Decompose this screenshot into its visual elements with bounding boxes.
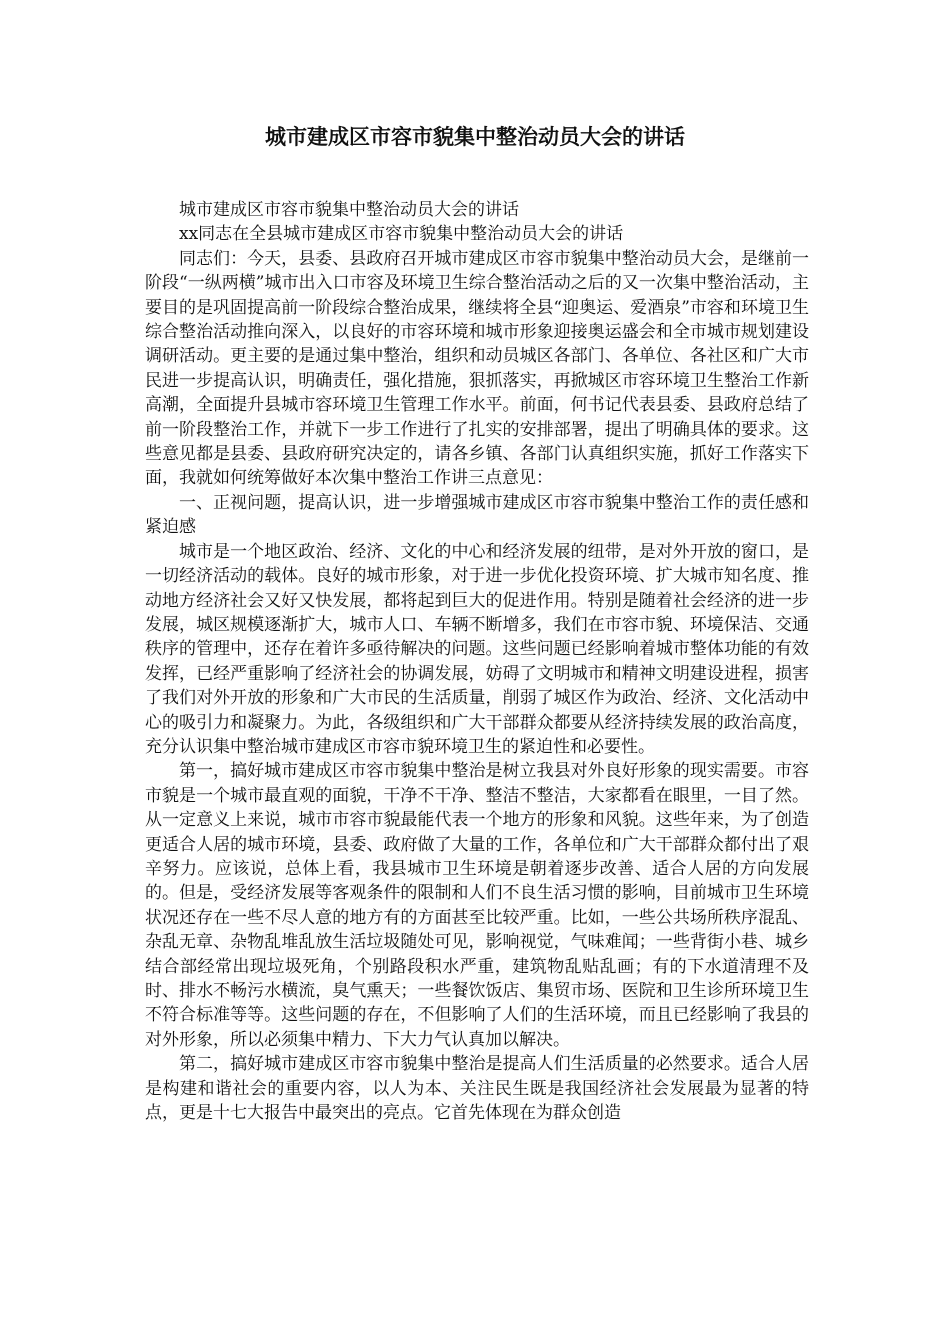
section-heading-one: 一、正视问题，提高认识，进一步增强城市建成区市容市貌集中整治工作的责任感和紧迫感	[145, 492, 809, 538]
paragraph-subtitle: 城市建成区市容市貌集中整治动员大会的讲话	[179, 200, 519, 220]
document-title: 城市建成区市容市貌集中整治动员大会的讲话	[265, 125, 685, 149]
paragraph-point-first: 第一，搞好城市建成区市容市貌集中整治是树立我县对外良好形象的现实需要。市容市貌是一个城市最直观的面貌，干净不干净、整洁不整洁，大家都看在眼里，一目了然。从一定意义上来说，城市市容市貌最能代表一个地方的形象和风貌。这些年来，为了创造更适合人居的城市环境，县委、政府做了大量的工作，各单位和广大干部群众都付出了艰辛努力。应该说，总体上看，我县城市卫生环境是朝着逐步改善、适合人居的方向发展的。但是，受经济发展等客观条件的限制和人们不良生活习惯的影响，目前城市卫生环境状况还存在一些不尽人意的地方有的方面甚至比较严重。比如，一些公共场所秩序混乱、杂乱无章、杂物乱堆乱放生活垃圾随处可见，影响视觉，气味难闻；一些背街小巷、城乡结合部经常出现垃圾死角，个别路段积水严重，建筑物乱贴乱画；有的下水道清理不及时、排水不畅污水横流，臭气熏天；一些餐饮饭店、集贸市场、医院和卫生诊所环境卫生不符合标准等等。这些问题的存在，不但影响了人们的生活环境，而且已经影响了我县的对外形象，所以必须集中精力、下大力气认真加以解决。	[145, 761, 809, 1050]
paragraph-point-second: 第二，搞好城市建成区市容市貌集中整治是提高人们生活质量的必然要求。适合人居是构建和谐社会的重要内容，以人为本、关注民生既是我国经济社会发展最为显著的特点，更是十七大报告中最突出的亮点。它首先体现在为群众创造	[145, 1054, 809, 1124]
paragraph-speaker-line: xx同志在全县城市建成区市容市貌集中整治动员大会的讲话	[179, 224, 624, 245]
paragraph-city-role: 城市是一个地区政治、经济、文化的中心和经济发展的纽带，是对外开放的窗口，是一切经济活动的载体。良好的城市形象，对于进一步优化投资环境、扩大城市知名度、推动地方经济社会又好又快发展，都将起到巨大的促进作用。特别是随着社会经济的进一步发展，城区规模逐渐扩大，城市人口、车辆不断增多，我们在市容市貌、环境保洁、交通秩序的管理中，还存在着许多亟待解决的问题。这些问题已经影响着城市整体功能的有效发挥，已经严重影响了经济社会的协调发展，妨碍了文明城市和精神文明建设进程，损害了我们对外开放的形象和广大市民的生活质量，削弱了城区作为政治、经济、文化活动中心的吸引力和凝聚力。为此，各级组织和广大干部群众都要从经济持续发展的政治高度，充分认识集中整治城市建成区市容市貌环境卫生的紧迫性和必要性。	[145, 541, 809, 757]
document-body	[145, 198, 809, 1125]
paragraph-opening: 同志们：今天，县委、县政府召开城市建成区市容市貌集中整治动员大会，是继前一阶段“一纵两横”城市出入口市容及环境卫生综合整治活动之后的又一次集中整治活动，主要目的是巩固提高前一阶段综合整治成果，继续将全县“迎奥运、爱酒泉”市容和环境卫生综合整治活动推向深入，以良好的市容环境和城市形象迎接奥运盛会和全市城市规划建设调研活动。更主要的是通过集中整治，组织和动员城区各部门、各单位、各社区和广大市民进一步提高认识，明确责任，强化措施，狠抓落实，再掀城区市容环境卫生整治工作新高潮，全面提升县城市容环境卫生管理工作水平。前面，何书记代表县委、县政府总结了前一阶段整治工作，并就下一步工作进行了扎实的安排部署，提出了明确具体的要求。这些意见都是县委、县政府研究决定的，请各乡镇、各部门认真组织实施，抓好工作落实下面，我就如何统筹做好本次集中整治工作讲三点意见：	[145, 248, 809, 489]
